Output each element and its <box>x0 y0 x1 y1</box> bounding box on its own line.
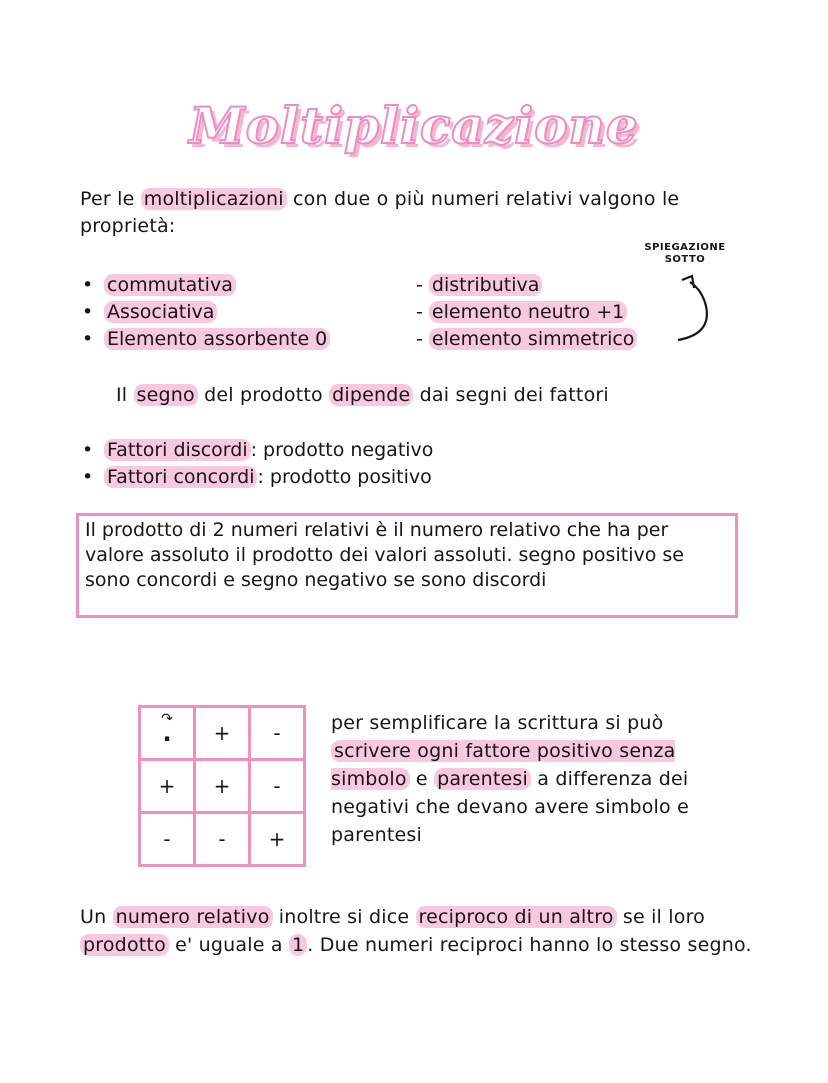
table-cell: + <box>140 760 195 813</box>
reciprocal-paragraph: Un numero relativo inoltre si dice reciproco di un altro se il loro prodotto e' uguale a 1 . Due numeri reciproci hanno lo stesso segno. <box>80 906 752 956</box>
table-cell: ↷ · <box>140 707 195 760</box>
table-cell: - <box>250 760 305 813</box>
list-item: • Fattori discordi : prodotto negativo <box>82 439 434 461</box>
intro-text-end: con due o più numeri relativi valgono le proprietà: <box>80 188 680 237</box>
table-row <box>140 760 305 813</box>
table-cell: - <box>140 813 195 866</box>
table-cell: + <box>195 707 250 760</box>
page-title: Moltiplicazione <box>189 96 639 155</box>
sign-rule: Il segno del prodotto dipende dai segni dei fattori <box>116 384 609 406</box>
definition-box: Il prodotto di 2 numeri relativi è il numero relativo che ha per valore assoluto il prodotto dei valori assoluti. segno positivo se sono concordi e segno negativo se sono discordi <box>76 513 738 618</box>
curved-arrow-icon <box>660 268 720 348</box>
properties-right-list <box>416 272 637 353</box>
list-item: - elemento simmetrico <box>416 326 637 353</box>
list-item: - distributiva <box>416 272 637 299</box>
intro-highlight: moltiplicazioni <box>141 188 287 210</box>
note-line-2: SOTTO <box>664 254 706 265</box>
intro-text-start: Per le <box>80 188 141 210</box>
table-cell: + <box>250 813 305 866</box>
table-row <box>140 813 305 866</box>
table-cell: - <box>250 707 305 760</box>
explanation-note <box>620 242 750 266</box>
table-cell: + <box>195 760 250 813</box>
list-item: • commutativa <box>104 272 330 299</box>
properties-left-list <box>82 272 330 353</box>
simplify-paragraph: per semplificare la scrittura si può scrivere ogni fattore positivo senza simbolo e parentesi a differenza dei negativi che devano avere simbolo e parentesi <box>331 712 689 846</box>
curved-arrow-icon: ↷ <box>161 711 173 727</box>
list-item: • Associativa <box>104 299 330 326</box>
intro-paragraph <box>80 186 760 240</box>
list-item: - elemento neutro +1 <box>416 299 637 326</box>
table-cell: - <box>195 813 250 866</box>
sign-table <box>138 705 306 867</box>
factors-list <box>82 437 434 491</box>
list-item: • Elemento assorbente 0 <box>104 326 330 353</box>
note-line-1: SPIEGAZIONE <box>644 242 726 253</box>
table-row <box>140 707 305 760</box>
list-item: • Fattori concordi : prodotto positivo <box>82 466 432 488</box>
